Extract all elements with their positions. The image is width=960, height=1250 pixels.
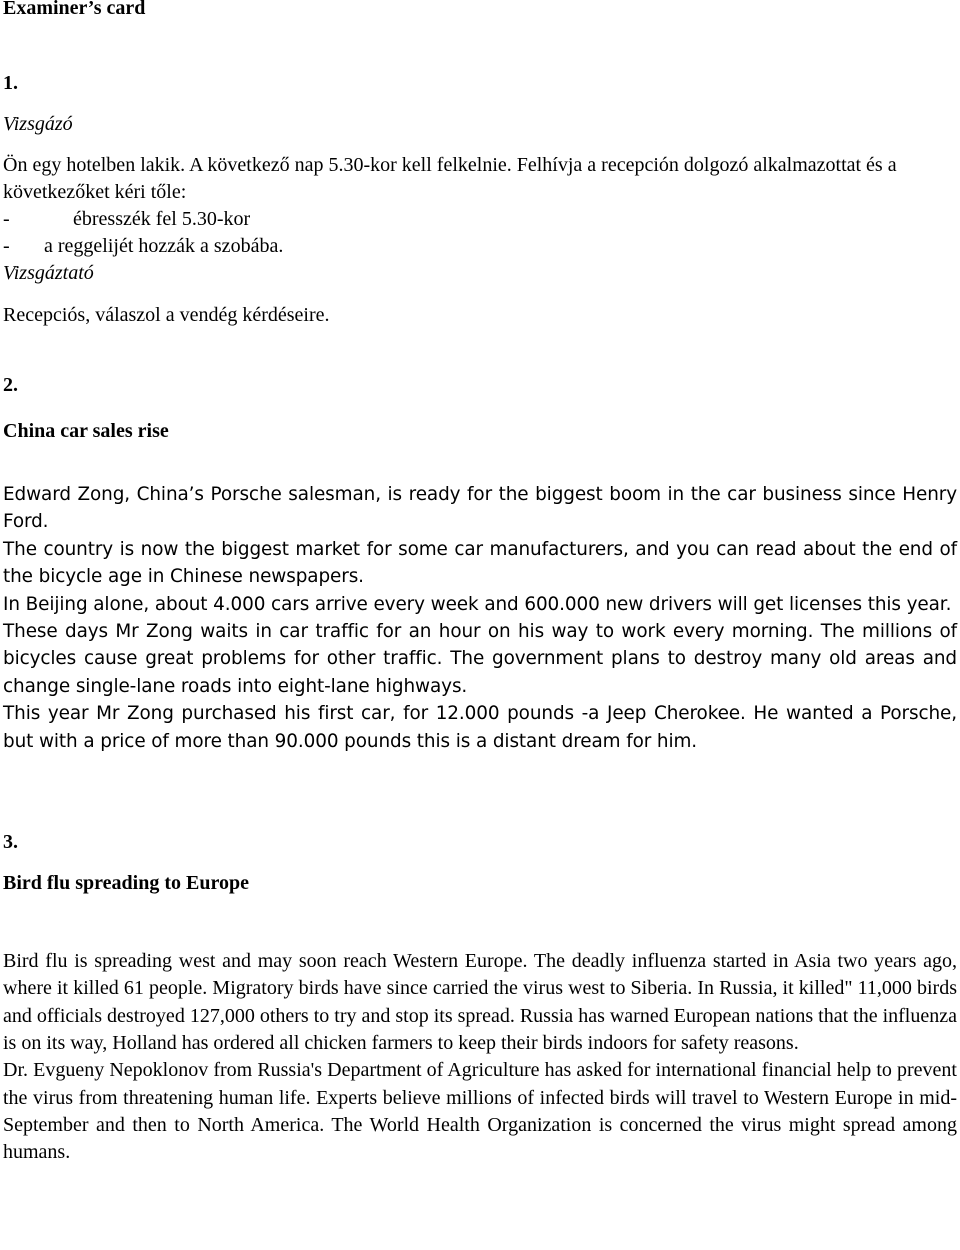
- article-paragraph: The country is now the biggest market for some car manufacturers, and you can read about the end of the bicycle age in Chinese newspapers.: [3, 538, 957, 588]
- task-2: [3, 372, 957, 755]
- article-paragraph: Dr. Evgueny Nepoklonov from Russia's Department of Agriculture has asked for international financial help to prevent the virus from threatening human life. Experts believe millions of infected birds will travel to Western Europe in mid-September and then to North America. The World Health Organization is concerned the virus might spread among humans.: [3, 1059, 957, 1164]
- task-number: 3.: [3, 831, 18, 854]
- candidate-label: Vizsgázó: [3, 113, 73, 135]
- task-1: [3, 70, 957, 329]
- list-item-text: ébresszék fel 5.30-kor: [73, 208, 251, 230]
- list-dash: -: [3, 235, 10, 257]
- article-title: Bird flu spreading to Europe: [3, 872, 249, 895]
- task-3: [3, 829, 957, 1166]
- task-number: 1.: [3, 72, 18, 94]
- examiner-label: Vizsgáztató: [3, 262, 94, 284]
- article-title: China car sales rise: [3, 420, 169, 442]
- card-title: Examiner’s card: [3, 0, 146, 19]
- list-dash: -: [3, 208, 10, 230]
- article-paragraph: This year Mr Zong purchased his first car, for 12.000 pounds -a Jeep Cherokee. He wanted a Porsche, but with a price of more than 90.000 pounds this is a distant dream for him.: [3, 703, 957, 752]
- article-paragraph: Bird flu is spreading west and may soon reach Western Europe. The deadly influenza started in Asia two years ago, where it killed 61 people. Migratory birds have since carried the virus west to Siberia. In Russia, it killed" 11,000 birds and officials destroyed 127,000 others to try and stop its spread. Russia has warned European nations that the influenza is on its way, Holland has ordered all chicken farmers to keep their birds indoors for safety reasons.: [3, 950, 957, 1054]
- article-body: [3, 481, 957, 755]
- article-body: [3, 948, 957, 1166]
- article-paragraph: In Beijing alone, about 4.000 cars arrive every week and 600.000 new drivers will get licenses this year.: [3, 593, 952, 615]
- candidate-instruction: Ön egy hotelben lakik. A következő nap 5.30-kor kell felkelnie. Felhívja a recepción dolgozó alkalmazottat és a következőket kéri tőle:: [3, 154, 897, 203]
- examiner-role: Recepciós, válaszol a vendég kérdéseire.: [3, 304, 330, 326]
- list-item-text: a reggelijét hozzák a szobába.: [44, 235, 284, 257]
- request-list: [3, 206, 957, 260]
- task-number: 2.: [3, 374, 18, 396]
- article-paragraph: Edward Zong, China’s Porsche salesman, is ready for the biggest boom in the car business since Henry Ford.: [3, 484, 957, 533]
- list-item: [3, 206, 957, 233]
- article-paragraph: These days Mr Zong waits in car traffic for an hour on his way to work every morning. The millions of bicycles cause great problems for other traffic. The government plans to destroy many old areas and change single-lane roads into eight-lane highways.: [3, 621, 957, 697]
- list-item: [3, 233, 957, 260]
